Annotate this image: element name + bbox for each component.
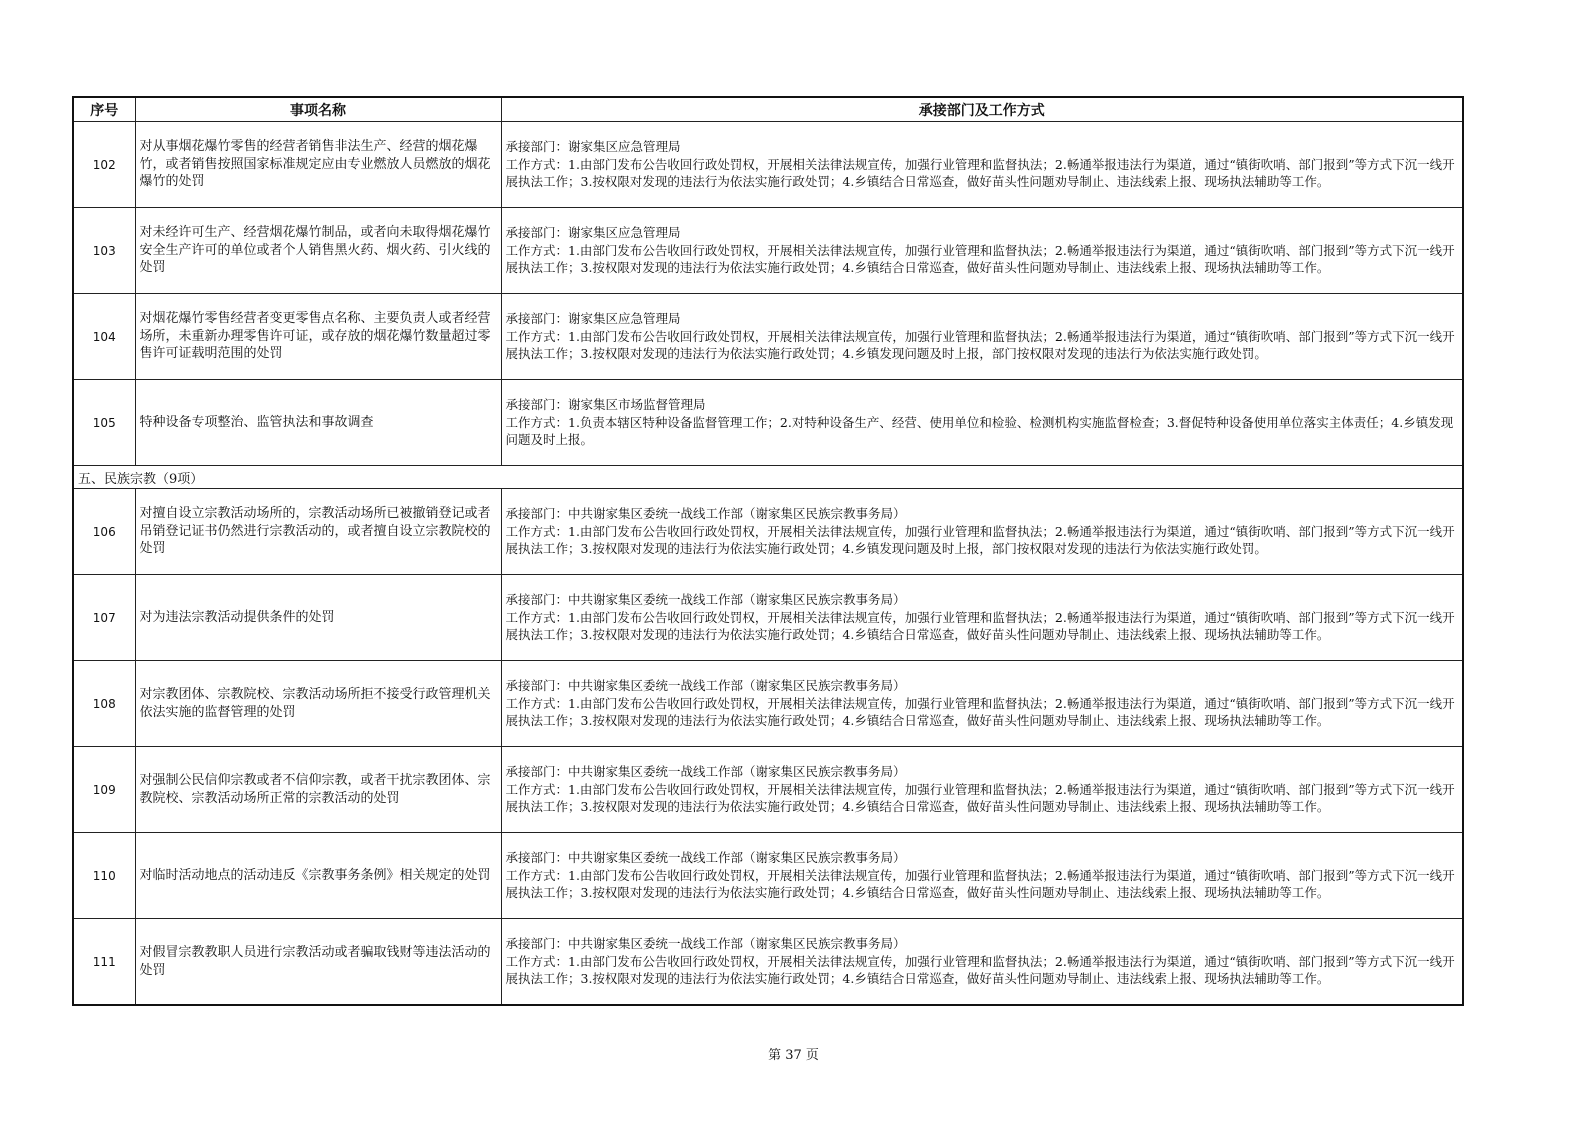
items-table [72, 96, 1464, 1006]
row-number: 103 [73, 208, 135, 294]
row-department: 承接部门：中共谢家集区委统一战线工作部（谢家集区民族宗教事务局） [505, 678, 906, 694]
row-number: 110 [73, 833, 135, 919]
row-description [501, 489, 1463, 575]
table-row [73, 747, 1463, 833]
row-department: 承接部门：中共谢家集区委统一战线工作部（谢家集区民族宗教事务局） [505, 506, 906, 522]
row-method: 工作方式：1.由部门发布公告收回行政处罚权，开展相关法律法规宣传，加强行业管理和监督执法；2.畅通举报违法行为渠道，通过“镇街吹哨、部门报到”等方式下沉一线开展执法工作；3.按权限对发现的违法行为依法实施行政处罚；4.乡镇结合日常巡查，做好苗头性问题劝导制止、违法线索上报、现场执法辅助等工作。 [505, 867, 1455, 901]
table-row [73, 919, 1463, 1006]
row-number: 107 [73, 575, 135, 661]
row-department: 承接部门：中共谢家集区委统一战线工作部（谢家集区民族宗教事务局） [505, 592, 906, 608]
header-department-method: 承接部门及工作方式 [501, 97, 1463, 122]
row-description [501, 575, 1463, 661]
row-method: 工作方式：1.由部门发布公告收回行政处罚权，开展相关法律法规宣传，加强行业管理和监督执法；2.畅通举报违法行为渠道，通过“镇街吹哨、部门报到”等方式下沉一线开展执法工作；3.按权限对发现的违法行为依法实施行政处罚；4.乡镇发现问题及时上报，部门按权限对发现的违法行为依法实施行政处罚。 [505, 523, 1455, 557]
table-header-row [73, 97, 1463, 122]
row-number: 108 [73, 661, 135, 747]
page-number: 第 37 页 [768, 1048, 819, 1063]
table-row [73, 208, 1463, 294]
row-method: 工作方式：1.由部门发布公告收回行政处罚权，开展相关法律法规宣传，加强行业管理和监督执法；2.畅通举报违法行为渠道，通过“镇街吹哨、部门报到”等方式下沉一线开展执法工作；3.按权限对发现的违法行为依法实施行政处罚；4.乡镇结合日常巡查，做好苗头性问题劝导制止、违法线索上报、现场执法辅助等工作。 [505, 242, 1455, 276]
header-serial-number: 序号 [73, 97, 135, 122]
row-method: 工作方式：1.负责本辖区特种设备监督管理工作；2.对特种设备生产、经营、使用单位和检验、检测机构实施监督检查；3.督促特种设备使用单位落实主体责任；4.乡镇发现问题及时上报。 [505, 414, 1454, 448]
table-row [73, 833, 1463, 919]
table-row [73, 294, 1463, 380]
row-item-name: 对为违法宗教活动提供条件的处罚 [135, 575, 501, 661]
row-item-name: 对假冒宗教教职人员进行宗教活动或者骗取钱财等违法活动的处罚 [135, 919, 501, 1006]
row-description [501, 208, 1463, 294]
row-description [501, 747, 1463, 833]
row-method: 工作方式：1.由部门发布公告收回行政处罚权，开展相关法律法规宣传，加强行业管理和监督执法；2.畅通举报违法行为渠道，通过“镇街吹哨、部门报到”等方式下沉一线开展执法工作；3.按权限对发现的违法行为依法实施行政处罚；4.乡镇结合日常巡查，做好苗头性问题劝导制止、违法线索上报、现场执法辅助等工作。 [505, 781, 1455, 815]
row-method: 工作方式：1.由部门发布公告收回行政处罚权，开展相关法律法规宣传，加强行业管理和监督执法；2.畅通举报违法行为渠道，通过“镇街吹哨、部门报到”等方式下沉一线开展执法工作；3.按权限对发现的违法行为依法实施行政处罚；4.乡镇结合日常巡查，做好苗头性问题劝导制止、违法线索上报、现场执法辅助等工作。 [505, 953, 1455, 987]
section-row [73, 466, 1463, 489]
table-row [73, 380, 1463, 466]
row-department: 承接部门：中共谢家集区委统一战线工作部（谢家集区民族宗教事务局） [505, 764, 906, 780]
row-number: 102 [73, 122, 135, 208]
row-description [501, 294, 1463, 380]
row-department: 承接部门：中共谢家集区委统一战线工作部（谢家集区民族宗教事务局） [505, 936, 906, 952]
row-method: 工作方式：1.由部门发布公告收回行政处罚权，开展相关法律法规宣传，加强行业管理和监督执法；2.畅通举报违法行为渠道，通过“镇街吹哨、部门报到”等方式下沉一线开展执法工作；3.按权限对发现的违法行为依法实施行政处罚；4.乡镇结合日常巡查，做好苗头性问题劝导制止、违法线索上报、现场执法辅助等工作。 [505, 609, 1455, 643]
table-row [73, 661, 1463, 747]
row-number: 104 [73, 294, 135, 380]
row-item-name: 对宗教团体、宗教院校、宗教活动场所拒不接受行政管理机关依法实施的监督管理的处罚 [135, 661, 501, 747]
row-item-name: 对未经许可生产、经营烟花爆竹制品，或者向未取得烟花爆竹安全生产许可的单位或者个人销售黑火药、烟火药、引火线的处罚 [135, 208, 501, 294]
row-description [501, 919, 1463, 1006]
row-item-name: 对强制公民信仰宗教或者不信仰宗教，或者干扰宗教团体、宗教院校、宗教活动场所正常的宗教活动的处罚 [135, 747, 501, 833]
row-item-name: 对临时活动地点的活动违反《宗教事务条例》相关规定的处罚 [135, 833, 501, 919]
row-description [501, 661, 1463, 747]
row-number: 109 [73, 747, 135, 833]
row-method: 工作方式：1.由部门发布公告收回行政处罚权，开展相关法律法规宣传，加强行业管理和监督执法；2.畅通举报违法行为渠道，通过“镇街吹哨、部门报到”等方式下沉一线开展执法工作；3.按权限对发现的违法行为依法实施行政处罚；4.乡镇结合日常巡查，做好苗头性问题劝导制止、违法线索上报、现场执法辅助等工作。 [505, 156, 1455, 190]
row-item-name: 对烟花爆竹零售经营者变更零售点名称、主要负责人或者经营场所，未重新办理零售许可证，或存放的烟花爆竹数量超过零售许可证载明范围的处罚 [135, 294, 501, 380]
row-item-name: 对从事烟花爆竹零售的经营者销售非法生产、经营的烟花爆竹，或者销售按照国家标准规定应由专业燃放人员燃放的烟花爆竹的处罚 [135, 122, 501, 208]
row-department: 承接部门：谢家集区应急管理局 [505, 139, 681, 155]
row-method: 工作方式：1.由部门发布公告收回行政处罚权，开展相关法律法规宣传，加强行业管理和监督执法；2.畅通举报违法行为渠道，通过“镇街吹哨、部门报到”等方式下沉一线开展执法工作；3.按权限对发现的违法行为依法实施行政处罚；4.乡镇发现问题及时上报，部门按权限对发现的违法行为依法实施行政处罚。 [505, 328, 1455, 362]
row-number: 105 [73, 380, 135, 466]
header-item-name: 事项名称 [135, 97, 501, 122]
row-department: 承接部门：谢家集区应急管理局 [505, 225, 681, 241]
row-description [501, 122, 1463, 208]
table-row [73, 575, 1463, 661]
row-number: 106 [73, 489, 135, 575]
row-number: 111 [73, 919, 135, 1006]
row-description [501, 833, 1463, 919]
row-department: 承接部门：谢家集区应急管理局 [505, 311, 681, 327]
row-department: 承接部门：中共谢家集区委统一战线工作部（谢家集区民族宗教事务局） [505, 850, 906, 866]
row-department: 承接部门：谢家集区市场监督管理局 [505, 397, 706, 413]
table-row [73, 489, 1463, 575]
row-description [501, 380, 1463, 466]
row-item-name: 特种设备专项整治、监管执法和事故调查 [135, 380, 501, 466]
row-item-name: 对擅自设立宗教活动场所的，宗教活动场所已被撤销登记或者吊销登记证书仍然进行宗教活动的，或者擅自设立宗教院校的处罚 [135, 489, 501, 575]
section-title: 五、民族宗教（9项） [73, 466, 1463, 489]
table-row [73, 122, 1463, 208]
row-method: 工作方式：1.由部门发布公告收回行政处罚权，开展相关法律法规宣传，加强行业管理和监督执法；2.畅通举报违法行为渠道，通过“镇街吹哨、部门报到”等方式下沉一线开展执法工作；3.按权限对发现的违法行为依法实施行政处罚；4.乡镇结合日常巡查，做好苗头性问题劝导制止、违法线索上报、现场执法辅助等工作。 [505, 695, 1455, 729]
